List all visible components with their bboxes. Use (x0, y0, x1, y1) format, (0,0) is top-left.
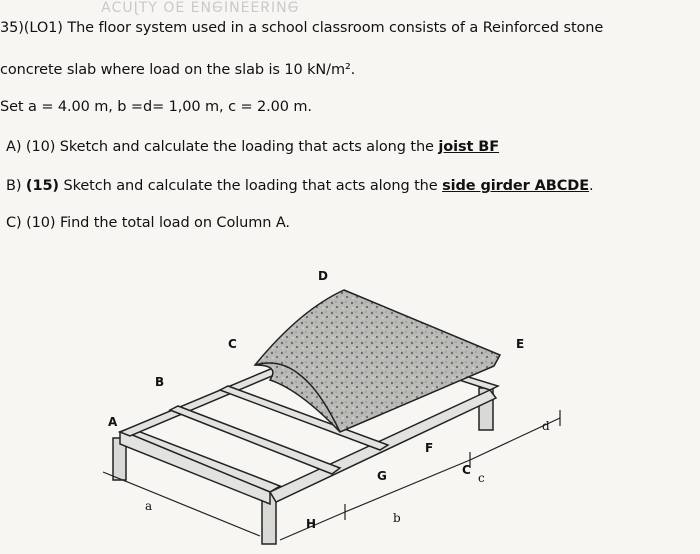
bleed-through-text: ƏИIЯƎƎИIӘИƎ ƎO YTJUƆA (100, 0, 299, 16)
question-b-text: Sketch and calculate the loading that acts along the (58, 178, 443, 194)
question-c: C) (10) Find the total load on Column A. (6, 215, 290, 231)
label-e: E (516, 337, 525, 351)
label-h: H (306, 517, 317, 531)
problem-line-2: concrete slab where load on the slab is 10 kN/m². (0, 62, 356, 78)
question-b-member: side girder ABCDE (442, 178, 590, 194)
question-b-suffix: . (589, 178, 594, 194)
question-b (6, 178, 594, 194)
label-c-lower: C (462, 463, 471, 477)
problem-header (0, 20, 603, 36)
label-a: A (108, 415, 118, 429)
label-d: D (318, 269, 328, 283)
label-f: F (425, 441, 434, 455)
question-a-text: A) (10) Sketch and calculate the loading that acts along the (6, 139, 439, 155)
dim-label-d: d (542, 419, 550, 433)
label-b: B (155, 375, 165, 389)
dim-line-c (345, 460, 470, 512)
floor-system-figure (0, 240, 700, 554)
label-g: G (377, 469, 387, 483)
question-a-member: joist BF (438, 139, 500, 155)
dim-label-c: c (478, 471, 485, 485)
problem-givens: Set a = 4.00 m, b =d= 1,00 m, c = 2.00 m. (0, 99, 312, 115)
question-a (6, 139, 499, 155)
question-b-prefix: B) (6, 178, 26, 194)
question-b-points: (15) (25, 178, 59, 194)
dim-label-b: b (393, 511, 401, 525)
problem-line-1: 35)(LO1) The floor system used in a school classroom consists of a Reinforced stone (0, 20, 604, 36)
dim-label-a: a (145, 499, 153, 513)
girder-a-h-face (120, 432, 270, 504)
label-c: C (228, 337, 237, 351)
